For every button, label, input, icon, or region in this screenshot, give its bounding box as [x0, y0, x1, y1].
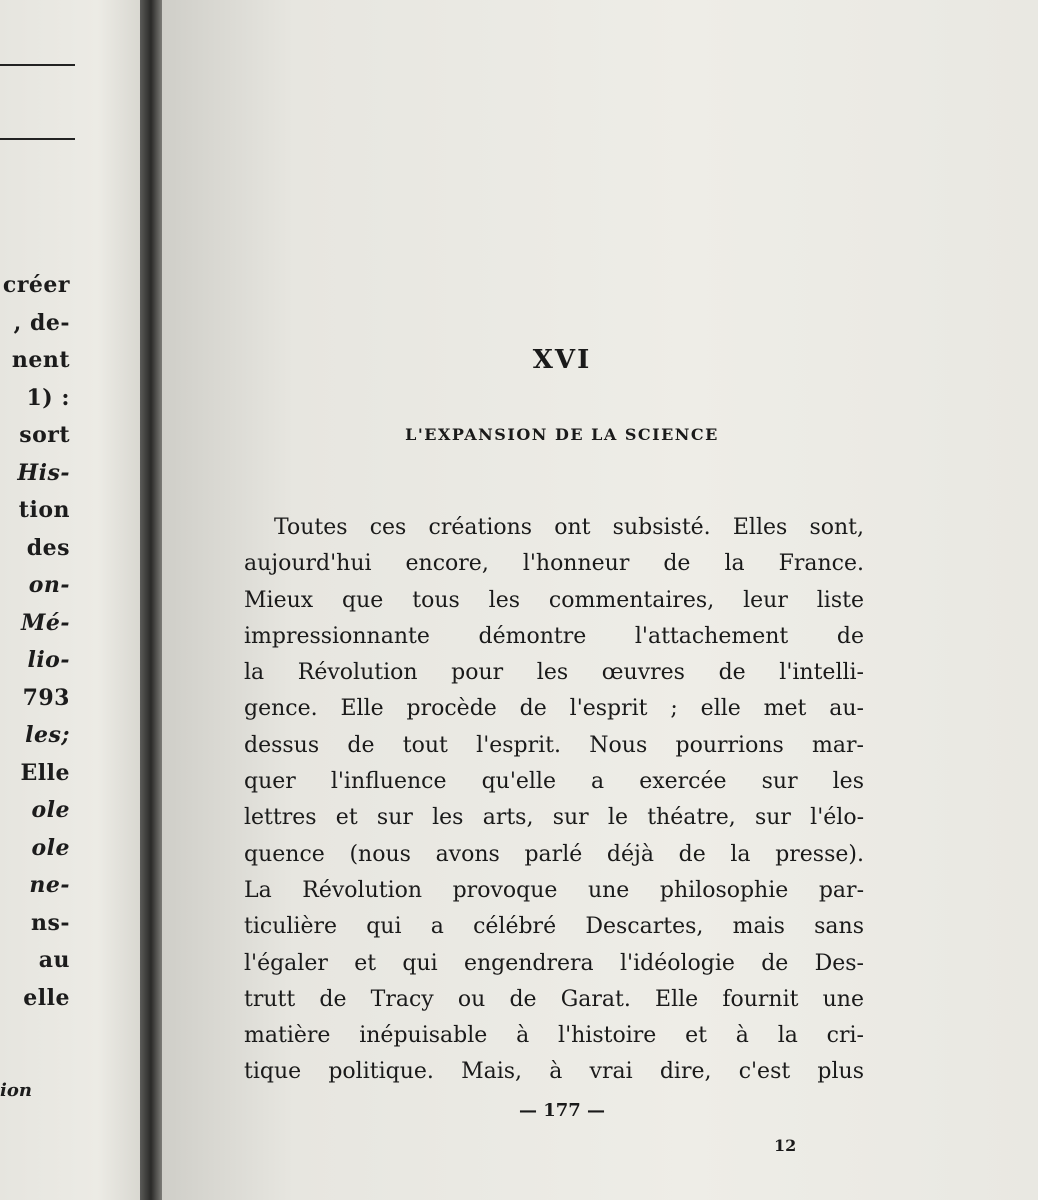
body-line: Mieux que tous les commentaires, leur liste — [244, 587, 864, 613]
body-line: ticulière qui a célébré Descartes, mais sans — [244, 914, 864, 940]
left-page-line: 793 — [22, 684, 70, 711]
left-page-line: ole — [31, 797, 70, 823]
left-page-line: Elle — [20, 759, 70, 786]
left-page-line: ole — [31, 834, 70, 861]
right-page — [162, 0, 1038, 1200]
left-page-line: , de- — [13, 309, 70, 336]
chapter-title: L'EXPANSION DE LA SCIENCE — [405, 425, 719, 444]
book-gutter — [140, 0, 162, 1200]
body-line: dessus de tout l'esprit. Nous pourrions mar- — [244, 732, 864, 758]
left-page-footnote: ion — [0, 1080, 32, 1101]
body-line: aujourd'hui encore, l'honneur de la France. — [244, 551, 864, 577]
left-page-line: ne- — [29, 872, 70, 898]
body-paragraph — [244, 510, 864, 1091]
body-line: tique politique. Mais, à vrai dire, c'est plus — [244, 1059, 864, 1085]
left-page-line: tion — [18, 497, 70, 523]
body-line: Toutes ces créations ont subsisté. Elles sont, — [274, 515, 864, 540]
body-line: lettres et sur les arts, sur le théatre, sur l'élo- — [244, 805, 864, 831]
body-line: trutt de Tracy ou de Garat. Elle fournit une — [244, 986, 864, 1012]
left-page-line: Mé- — [21, 609, 70, 636]
body-line: impressionnante démontre l'attachement de — [244, 623, 864, 649]
body-line: gence. Elle procède de l'esprit ; elle met au- — [244, 696, 864, 722]
chapter-number: XVI — [532, 345, 592, 375]
body-line: La Révolution provoque une philosophie par- — [244, 877, 864, 903]
body-line: quer l'influence qu'elle a exercée sur les — [244, 769, 864, 795]
left-page-line: ns- — [30, 909, 70, 936]
left-page-line: sort — [19, 422, 70, 448]
body-line: quence (nous avons parlé déjà de la presse). — [244, 841, 864, 867]
left-page — [0, 0, 140, 1200]
left-page-line: nent — [11, 347, 70, 373]
left-page-line: on- — [28, 572, 70, 598]
body-line: la Révolution pour les œuvres de l'intelli- — [244, 660, 864, 686]
left-page-line: lio- — [27, 647, 70, 673]
left-page-line: elle — [23, 984, 70, 1011]
body-line: l'égaler et qui engendrera l'idéologie de Des- — [244, 950, 864, 976]
left-page-rule — [0, 64, 75, 66]
left-page-line: créer — [2, 272, 70, 298]
left-page-line: 1) : — [26, 384, 70, 411]
left-page-line: les; — [25, 722, 70, 748]
left-page-line: His- — [17, 459, 70, 486]
left-page-rule — [0, 138, 75, 140]
signature-mark: 12 — [774, 1136, 797, 1155]
body-line: matière inépuisable à l'histoire et à la cri- — [244, 1023, 864, 1049]
page-number: — 177 — — [518, 1100, 606, 1121]
left-page-line: au — [38, 947, 70, 973]
left-page-line: des — [26, 534, 70, 561]
